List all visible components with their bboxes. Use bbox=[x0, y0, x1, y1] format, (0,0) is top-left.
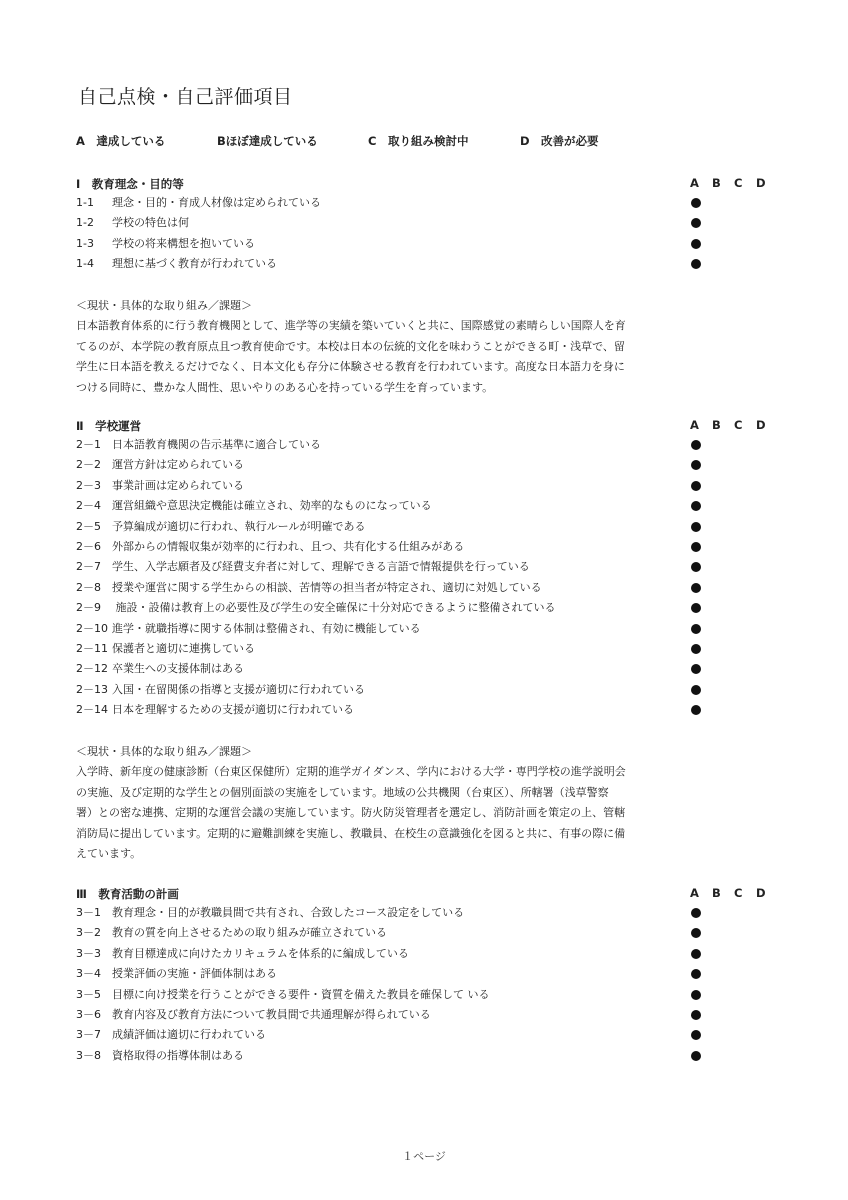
notes-line: 入学時、新年度の健康診断（台東区保健所）定期的進学ガイダンス、学内における大学・専門学校の進学説明会 bbox=[76, 765, 626, 779]
rating-mark-a bbox=[691, 1051, 701, 1061]
item-text: 施設・設備は教育上の必要性及び学生の安全確保に十分対応できるように整備されている bbox=[112, 601, 556, 615]
notes-line: 学生に日本語を教えるだけでなく、日本文化も存分に体験させる教育を行われています。高度な日本語力を身に bbox=[76, 360, 625, 374]
item-number: 2－7 bbox=[76, 560, 101, 574]
evaluation-item bbox=[76, 701, 354, 719]
rating-mark-a bbox=[691, 705, 701, 715]
evaluation-item bbox=[76, 235, 255, 253]
rating-column-c: C bbox=[734, 176, 743, 190]
item-text: 予算編成が適切に行われ、執行ルールが明確である bbox=[112, 519, 366, 533]
notes-line: えています。 bbox=[76, 847, 142, 861]
section-heading: Ⅱ 学校運営 bbox=[76, 419, 142, 433]
evaluation-item bbox=[76, 904, 464, 922]
evaluation-item bbox=[76, 477, 244, 495]
legend-b: Bほぼ達成している bbox=[217, 134, 318, 148]
evaluation-item bbox=[76, 924, 387, 942]
rating-mark-a bbox=[691, 562, 701, 572]
rating-column-d: D bbox=[756, 886, 766, 900]
item-number: 3－6 bbox=[76, 1008, 101, 1021]
item-number: 3－7 bbox=[76, 1028, 101, 1042]
rating-column-a: A bbox=[690, 886, 699, 900]
rating-column-c: C bbox=[734, 886, 743, 900]
evaluation-item bbox=[76, 194, 321, 212]
item-number: 3－8 bbox=[76, 1048, 101, 1062]
item-text: 卒業生への支援体制はある bbox=[112, 662, 244, 676]
notes-line: つける同時に、豊かな人間性、思いやりのある心を持っている学生を育っています。 bbox=[76, 380, 494, 394]
rating-column-b: B bbox=[712, 886, 721, 900]
item-text: 教育理念・目的が教職員間で共有され、合致したコース設定をしている bbox=[112, 906, 465, 919]
item-text: 日本を理解するための支援が適切に行われている bbox=[112, 703, 354, 717]
rating-mark-a bbox=[691, 644, 701, 654]
item-number: 3－1 bbox=[76, 906, 101, 919]
rating-mark-a bbox=[691, 664, 701, 674]
rating-mark-a bbox=[691, 1030, 701, 1040]
page-number: １ページ bbox=[402, 1150, 446, 1163]
item-number: 2－14 bbox=[76, 703, 108, 717]
legend-d: D 改善が必要 bbox=[520, 134, 599, 148]
item-text: 理念・目的・育成人材像は定められている bbox=[112, 196, 321, 209]
rating-mark-a bbox=[691, 685, 701, 695]
item-text: 進学・就職指導に関する体制は整備され、有効に機能している bbox=[112, 621, 421, 635]
rating-mark-a bbox=[691, 198, 701, 208]
rating-mark-a bbox=[691, 501, 701, 511]
evaluation-item bbox=[76, 660, 244, 678]
item-number: 1-2 bbox=[76, 216, 94, 230]
item-text: 授業や運営に関する学生からの相談、苦情等の担当者が特定され、適切に対処している bbox=[112, 580, 542, 594]
rating-column-a: A bbox=[690, 418, 699, 432]
notes-line: 消防局に提出しています。定期的に避難訓練を実施し、教職員、在校生の意識強化を図ると共に、有事の際に備 bbox=[76, 826, 626, 840]
item-text: 運営方針は定められている bbox=[112, 458, 244, 472]
evaluation-item bbox=[76, 965, 277, 983]
section-heading: Ⅲ 教育活動の計画 bbox=[76, 887, 179, 901]
item-number: 3－2 bbox=[76, 926, 101, 940]
rating-mark-a bbox=[691, 440, 701, 450]
notes-line: 日本語教育体系的に行う教育機関として、進学等の実績を築いていくと共に、国際感覚の素晴らしい国際人を育 bbox=[76, 319, 626, 333]
rating-column-d: D bbox=[756, 418, 766, 432]
notes-line: の実施、及び定期的な学生との個別面談の実施をしています。地域の公共機関（台東区）、所轄署（浅草警察 bbox=[76, 785, 609, 799]
item-text: 保護者と適切に連携している bbox=[112, 642, 255, 655]
evaluation-item bbox=[76, 436, 321, 454]
item-number: 2－6 bbox=[76, 540, 101, 553]
rating-column-b: B bbox=[712, 176, 721, 190]
item-text: 事業計画は定められている bbox=[112, 478, 244, 492]
evaluation-item bbox=[76, 681, 365, 699]
status-notes bbox=[76, 296, 696, 399]
evaluation-item bbox=[76, 518, 365, 536]
item-number: 3－3 bbox=[76, 946, 101, 960]
rating-mark-a bbox=[691, 522, 701, 532]
evaluation-item bbox=[76, 1047, 244, 1065]
rating-mark-a bbox=[691, 928, 701, 938]
evaluation-item bbox=[76, 640, 255, 658]
rating-mark-a bbox=[691, 259, 701, 269]
legend-c: C 取り組み検討中 bbox=[368, 134, 469, 148]
item-text: 外部からの情報収集が効率的に行われ、且つ、共有化する仕組みがある bbox=[112, 540, 465, 553]
rating-column-headers bbox=[690, 886, 778, 900]
rating-mark-a bbox=[691, 990, 701, 1000]
item-text: 教育目標達成に向けたカリキュラムを体系的に編成している bbox=[112, 946, 409, 960]
rating-mark-a bbox=[691, 460, 701, 470]
item-text: 授業評価の実施・評価体制はある bbox=[112, 967, 277, 981]
rating-column-a: A bbox=[690, 176, 699, 190]
item-number: 2－10 bbox=[76, 621, 108, 635]
rating-column-b: B bbox=[712, 418, 721, 432]
item-number: 2－8 bbox=[76, 580, 101, 594]
item-text: 教育の質を向上させるための取り組みが確立されている bbox=[112, 926, 387, 940]
item-number: 2－4 bbox=[76, 499, 101, 513]
item-text: 教育内容及び教育方法について教員間で共通理解が得られている bbox=[112, 1008, 431, 1021]
item-text: 日本語教育機関の告示基準に適合している bbox=[112, 438, 321, 451]
rating-mark-a bbox=[691, 481, 701, 491]
item-number: 2－13 bbox=[76, 682, 108, 696]
rating-column-c: C bbox=[734, 418, 743, 432]
rating-column-headers bbox=[690, 418, 778, 432]
rating-mark-a bbox=[691, 583, 701, 593]
rating-mark-a bbox=[691, 1010, 701, 1020]
item-text: 入国・在留関係の指導と支援が適切に行われている bbox=[112, 682, 365, 696]
item-text: 理想に基づく教育が行われている bbox=[112, 257, 277, 271]
section-heading: Ⅰ 教育理念・目的等 bbox=[76, 177, 184, 191]
item-text: 学校の特色は何 bbox=[112, 216, 189, 230]
item-number: 3－5 bbox=[76, 987, 101, 1001]
rating-mark-a bbox=[691, 542, 701, 552]
evaluation-item bbox=[76, 1006, 431, 1024]
evaluation-item bbox=[76, 456, 244, 474]
item-number: 2－11 bbox=[76, 642, 108, 655]
page-title: 自己点検・自己評価項目 bbox=[78, 86, 293, 108]
notes-heading: ＜現状・具体的な取り組み／課題＞ bbox=[76, 298, 252, 312]
rating-mark-a bbox=[691, 624, 701, 634]
rating-mark-a bbox=[691, 908, 701, 918]
item-text: 目標に向け授業を行うことができる要件・資質を備えた教員を確保して いる bbox=[112, 987, 490, 1001]
evaluation-item bbox=[76, 599, 556, 617]
item-number: 1-4 bbox=[76, 257, 94, 271]
item-number: 2－9 bbox=[76, 601, 101, 615]
evaluation-item bbox=[76, 538, 464, 556]
item-number: 2－12 bbox=[76, 662, 108, 676]
rating-mark-a bbox=[691, 603, 701, 613]
rating-mark-a bbox=[691, 218, 701, 228]
evaluation-item bbox=[76, 620, 421, 638]
evaluation-item bbox=[76, 558, 530, 576]
rating-column-headers bbox=[690, 176, 778, 190]
rating-mark-a bbox=[691, 239, 701, 249]
item-number: 2－1 bbox=[76, 438, 101, 451]
item-text: 成績評価は適切に行われている bbox=[112, 1028, 266, 1042]
item-number: 1-3 bbox=[76, 236, 94, 250]
rating-mark-a bbox=[691, 949, 701, 959]
evaluation-item bbox=[76, 255, 277, 273]
rating-mark-a bbox=[691, 969, 701, 979]
evaluation-item bbox=[76, 579, 542, 597]
evaluation-item bbox=[76, 214, 189, 232]
item-text: 学生、入学志願者及び経費支弁者に対して、理解できる言語で情報提供を行っている bbox=[112, 560, 530, 574]
notes-heading: ＜現状・具体的な取り組み／課題＞ bbox=[76, 744, 252, 758]
legend-a: A 達成している bbox=[76, 134, 166, 148]
evaluation-item bbox=[76, 945, 409, 963]
item-text: 学校の将来構想を抱いている bbox=[112, 236, 255, 250]
item-number: 2－2 bbox=[76, 458, 101, 472]
evaluation-item bbox=[76, 1026, 266, 1044]
item-text: 資格取得の指導体制はある bbox=[112, 1048, 244, 1062]
rating-column-d: D bbox=[756, 176, 766, 190]
item-number: 2－5 bbox=[76, 519, 101, 533]
item-number: 3－4 bbox=[76, 967, 101, 981]
notes-line: てるのが、本学院の教育原点且つ教育使命です。本校は日本の伝統的文化を味わうことができる町・浅草で、留 bbox=[76, 339, 625, 353]
item-number: 2－3 bbox=[76, 478, 101, 492]
status-notes bbox=[76, 742, 696, 865]
notes-line: 署）との密な連携、定期的な運営会議の実施しています。防火防災管理者を選定し、消防計画を策定の上、管轄 bbox=[76, 806, 626, 820]
item-number: 1-1 bbox=[76, 196, 94, 209]
evaluation-item bbox=[76, 986, 490, 1004]
evaluation-item bbox=[76, 497, 432, 515]
item-text: 運営組織や意思決定機能は確立され、効率的なものになっている bbox=[112, 499, 432, 513]
